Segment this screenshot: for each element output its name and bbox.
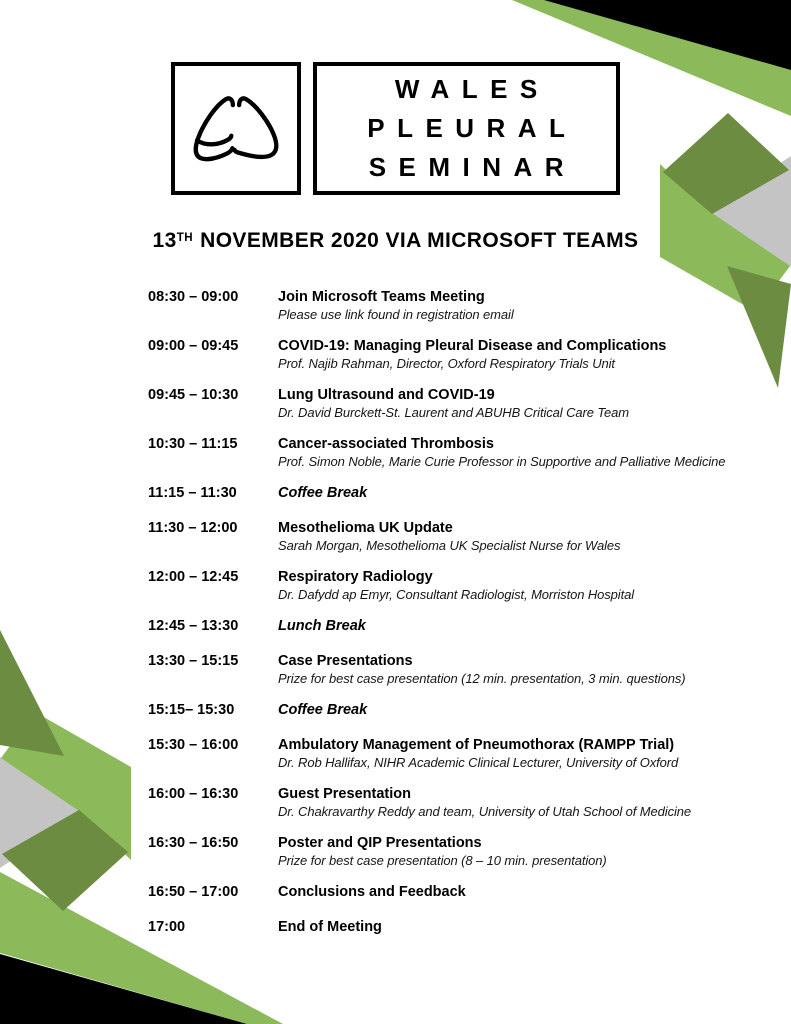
schedule-row: [148, 653, 791, 687]
lungs-icon: [184, 77, 288, 181]
date-ordinal: TH: [176, 232, 194, 244]
session-time: 11:15 – 11:30: [148, 484, 237, 501]
session-detail: [278, 569, 791, 603]
session-title: Lunch Break: [278, 617, 366, 634]
session-detail: [278, 835, 791, 869]
date-heading: [0, 225, 791, 254]
session-detail: [278, 702, 791, 719]
brand-row: [0, 0, 791, 195]
session-subtitle: Dr. David Burckett-St. Laurent and ABUHB Critical Care Team: [278, 404, 630, 420]
seminar-title-box: [313, 62, 620, 195]
date-day: 13: [152, 228, 177, 252]
title-line-pleural: PLEURAL: [367, 113, 578, 143]
session-time: 15:15– 15:30: [148, 701, 235, 718]
logo-box: [171, 62, 301, 195]
session-subtitle: Dr. Rob Hallifax, NIHR Academic Clinical Lecturer, University of Oxford: [278, 754, 679, 770]
session-subtitle: Prize for best case presentation (12 min. presentation, 3 min. questions): [278, 670, 686, 686]
session-title: Poster and QIP Presentations: [278, 834, 482, 851]
session-subtitle: Prof. Najib Rahman, Director, Oxford Respiratory Trials Unit: [278, 355, 615, 371]
schedule-row: [148, 618, 791, 635]
schedule-row: [148, 786, 791, 820]
session-time: 09:45 – 10:30: [148, 386, 239, 403]
session-detail: [278, 786, 791, 820]
session-title: COVID-19: Managing Pleural Disease and Complications: [278, 337, 667, 354]
session-title: Respiratory Radiology: [278, 568, 433, 585]
session-time: 12:00 – 12:45: [148, 568, 239, 585]
schedule-row: [148, 737, 791, 771]
header: [0, 0, 791, 254]
title-line-wales: WALES: [394, 74, 550, 104]
session-title: Cancer-associated Thrombosis: [278, 435, 494, 452]
session-time: 16:00 – 16:30: [148, 785, 239, 802]
session-title: Join Microsoft Teams Meeting: [278, 288, 485, 305]
session-detail: [278, 485, 791, 502]
session-time: 13:30 – 15:15: [148, 652, 239, 669]
schedule-row: [148, 884, 791, 901]
session-detail: [278, 884, 791, 901]
session-title: Guest Presentation: [278, 785, 411, 802]
session-subtitle: Dr. Chakravarthy Reddy and team, University of Utah School of Medicine: [278, 803, 692, 819]
schedule-list: [148, 289, 791, 936]
session-title: Ambulatory Management of Pneumothorax (RAMPP Trial): [278, 736, 675, 753]
session-detail: [278, 387, 791, 421]
session-subtitle: Dr. Dafydd ap Emyr, Consultant Radiologist, Morriston Hospital: [278, 586, 635, 602]
session-detail: [278, 338, 791, 372]
schedule-row: [148, 520, 791, 554]
session-time: 12:45 – 13:30: [148, 617, 239, 634]
session-title: Lung Ultrasound and COVID-19: [278, 386, 495, 403]
session-time: 10:30 – 11:15: [148, 435, 238, 452]
schedule-row: [148, 387, 791, 421]
title-line-seminar: SEMINAR: [368, 152, 576, 182]
session-title: Coffee Break: [278, 484, 368, 501]
session-title: Conclusions and Feedback: [278, 883, 466, 900]
session-detail: [278, 919, 791, 936]
schedule-row: [148, 835, 791, 869]
session-time: 09:00 – 09:45: [148, 337, 239, 354]
session-title: Case Presentations: [278, 652, 413, 669]
schedule-row: [148, 436, 791, 470]
session-time: 17:00: [148, 918, 186, 935]
schedule-row: [148, 289, 791, 323]
session-title: Mesothelioma UK Update: [278, 519, 453, 536]
session-time: 16:30 – 16:50: [148, 834, 239, 851]
session-subtitle: Prof. Simon Noble, Marie Curie Professor in Supportive and Palliative Medicine: [278, 453, 726, 469]
session-subtitle: Sarah Morgan, Mesothelioma UK Specialist Nurse for Wales: [278, 537, 621, 553]
schedule-row: [148, 702, 791, 719]
session-detail: [278, 618, 791, 635]
schedule-row: [148, 485, 791, 502]
session-subtitle: Prize for best case presentation (8 – 10 min. presentation): [278, 852, 607, 868]
session-detail: [278, 653, 791, 687]
session-time: 15:30 – 16:00: [148, 736, 239, 753]
session-detail: [278, 520, 791, 554]
session-time: 16:50 – 17:00: [148, 883, 239, 900]
schedule-row: [148, 919, 791, 936]
schedule-row: [148, 569, 791, 603]
session-detail: [278, 436, 791, 470]
session-time: 08:30 – 09:00: [148, 288, 239, 305]
session-detail: [278, 737, 791, 771]
schedule-row: [148, 338, 791, 372]
session-detail: [278, 289, 791, 323]
session-title: End of Meeting: [278, 918, 382, 935]
date-rest: NOVEMBER 2020 VIA MICROSOFT TEAMS: [200, 228, 639, 252]
session-title: Coffee Break: [278, 701, 368, 718]
session-subtitle: Please use link found in registration email: [278, 306, 514, 322]
session-time: 11:30 – 12:00: [148, 519, 238, 536]
